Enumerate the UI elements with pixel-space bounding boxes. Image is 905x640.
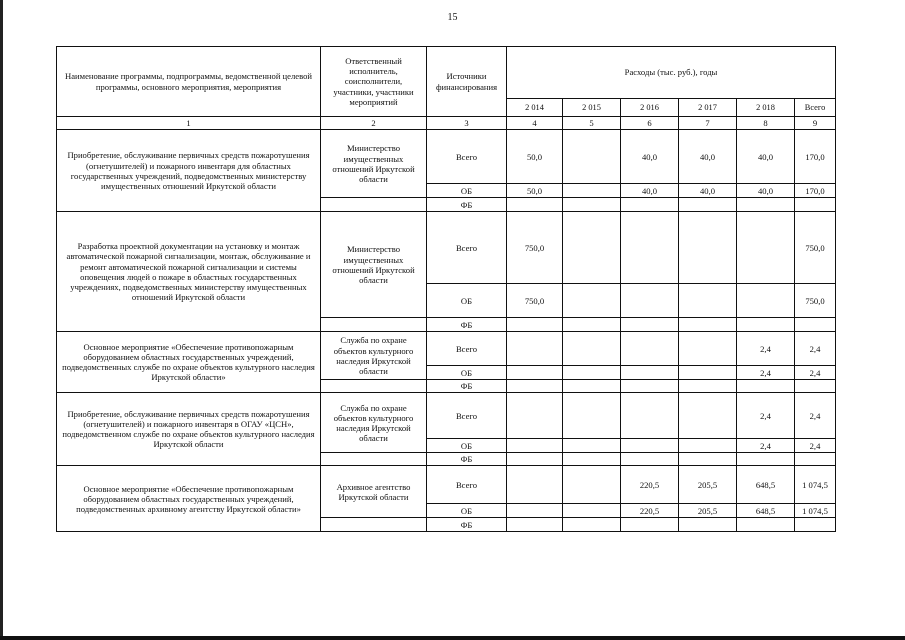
header-total: Всего bbox=[795, 99, 836, 117]
header-source: Источники финансирования bbox=[427, 47, 507, 117]
scan-bottom-edge bbox=[0, 636, 905, 640]
header-year: 2 016 bbox=[621, 99, 679, 117]
year-value bbox=[563, 439, 621, 453]
funding-source: ФБ bbox=[427, 318, 507, 332]
year-value: 40,0 bbox=[679, 130, 737, 184]
table-row bbox=[57, 130, 836, 184]
responsible-empty-cell bbox=[321, 380, 427, 393]
responsible-empty-cell bbox=[321, 453, 427, 466]
year-value: 2,4 bbox=[737, 332, 795, 366]
funding-source: ФБ bbox=[427, 453, 507, 466]
year-value bbox=[621, 453, 679, 466]
year-value bbox=[679, 380, 737, 393]
year-value bbox=[507, 366, 563, 380]
year-value bbox=[679, 439, 737, 453]
header-year: 2 015 bbox=[563, 99, 621, 117]
col-number: 9 bbox=[795, 117, 836, 130]
header-year: 2 018 bbox=[737, 99, 795, 117]
year-value bbox=[679, 393, 737, 439]
funding-source: Всего bbox=[427, 212, 507, 284]
year-value bbox=[507, 393, 563, 439]
responsible-executor: Архивное агентство Иркутской области bbox=[321, 466, 427, 518]
year-value bbox=[679, 366, 737, 380]
col-number: 5 bbox=[563, 117, 621, 130]
year-value bbox=[621, 366, 679, 380]
table-row bbox=[57, 332, 836, 366]
year-value bbox=[679, 198, 737, 212]
col-number: 7 bbox=[679, 117, 737, 130]
total-value bbox=[795, 380, 836, 393]
header-expenses: Расходы (тыс. руб.), годы bbox=[507, 47, 836, 99]
responsible-empty-cell bbox=[321, 318, 427, 332]
year-value bbox=[737, 284, 795, 318]
year-value: 220,5 bbox=[621, 504, 679, 518]
funding-source: ОБ bbox=[427, 284, 507, 318]
year-value bbox=[621, 212, 679, 284]
funding-source: Всего bbox=[427, 130, 507, 184]
funding-source: ФБ bbox=[427, 518, 507, 532]
year-value: 220,5 bbox=[621, 466, 679, 504]
funding-source: ОБ bbox=[427, 184, 507, 198]
funding-source: ОБ bbox=[427, 366, 507, 380]
year-value bbox=[679, 318, 737, 332]
year-value bbox=[563, 284, 621, 318]
activity-name: Приобретение, обслуживание первичных средств пожаротушения (огнетушителей) и пожарного инвентаря для областных государственных учреждений, подведомственных министерству имущественных отношений Иркутской области bbox=[57, 130, 321, 212]
total-value: 750,0 bbox=[795, 212, 836, 284]
year-value bbox=[507, 466, 563, 504]
year-value bbox=[679, 284, 737, 318]
activity-name: Основное мероприятие «Обеспечение противопожарным оборудованием областных государственных учреждений, подведомственных архивному агентству Иркутской области» bbox=[57, 466, 321, 532]
year-value: 648,5 bbox=[737, 466, 795, 504]
activity-name: Основное мероприятие «Обеспечение противопожарным оборудованием областных государственных учреждений, подведомственных службе по охране объектов культурного наследия Иркутской области» bbox=[57, 332, 321, 393]
year-value bbox=[507, 453, 563, 466]
total-value: 2,4 bbox=[795, 439, 836, 453]
col-number: 4 bbox=[507, 117, 563, 130]
year-value: 750,0 bbox=[507, 284, 563, 318]
year-value: 205,5 bbox=[679, 504, 737, 518]
year-value: 2,4 bbox=[737, 393, 795, 439]
page-number: 15 bbox=[447, 12, 458, 23]
responsible-executor: Служба по охране объектов культурного наследия Иркутской области bbox=[321, 393, 427, 453]
total-value bbox=[795, 318, 836, 332]
total-value bbox=[795, 518, 836, 532]
year-value bbox=[737, 198, 795, 212]
table-row bbox=[57, 466, 836, 504]
header-name: Наименование программы, подпрограммы, ведомственной целевой программы, основного мероприятия, мероприятия bbox=[57, 47, 321, 117]
year-value bbox=[679, 518, 737, 532]
total-value: 1 074,5 bbox=[795, 504, 836, 518]
responsible-executor: Министерство имущественных отношений Иркутской области bbox=[321, 212, 427, 318]
table-body bbox=[57, 130, 836, 532]
year-value bbox=[621, 393, 679, 439]
total-value bbox=[795, 453, 836, 466]
year-value bbox=[507, 318, 563, 332]
year-value: 750,0 bbox=[507, 212, 563, 284]
year-value bbox=[737, 318, 795, 332]
activity-name: Разработка проектной документации на установку и монтаж автоматической пожарной сигнализации, монтаж, обслуживание и ремонт автоматической пожарной сигнализации и системы оповещения людей о пожаре в областных государственных учреждениях, подведомственных министерству имущественных отношений Иркутской области bbox=[57, 212, 321, 332]
year-value bbox=[507, 198, 563, 212]
total-value: 2,4 bbox=[795, 393, 836, 439]
funding-source: ОБ bbox=[427, 504, 507, 518]
total-value bbox=[795, 198, 836, 212]
year-value bbox=[507, 518, 563, 532]
responsible-empty-cell bbox=[321, 518, 427, 532]
year-value: 2,4 bbox=[737, 439, 795, 453]
year-value: 40,0 bbox=[621, 184, 679, 198]
year-value: 648,5 bbox=[737, 504, 795, 518]
year-value: 40,0 bbox=[737, 184, 795, 198]
year-value bbox=[563, 318, 621, 332]
year-value bbox=[507, 504, 563, 518]
year-value bbox=[563, 380, 621, 393]
year-value bbox=[507, 332, 563, 366]
year-value bbox=[563, 518, 621, 532]
year-value: 205,5 bbox=[679, 466, 737, 504]
header-year: 2 017 bbox=[679, 99, 737, 117]
year-value bbox=[507, 439, 563, 453]
col-number: 3 bbox=[427, 117, 507, 130]
year-value bbox=[679, 332, 737, 366]
year-value bbox=[621, 198, 679, 212]
year-value bbox=[563, 332, 621, 366]
year-value: 40,0 bbox=[679, 184, 737, 198]
total-value: 170,0 bbox=[795, 130, 836, 184]
funding-source: Всего bbox=[427, 332, 507, 366]
year-value bbox=[563, 212, 621, 284]
col-number: 2 bbox=[321, 117, 427, 130]
scan-left-edge bbox=[0, 0, 3, 640]
year-value bbox=[621, 518, 679, 532]
total-value: 1 074,5 bbox=[795, 466, 836, 504]
year-value bbox=[563, 198, 621, 212]
responsible-executor: Служба по охране объектов культурного наследия Иркутской области bbox=[321, 332, 427, 380]
total-value: 750,0 bbox=[795, 284, 836, 318]
col-number: 6 bbox=[621, 117, 679, 130]
year-value bbox=[621, 380, 679, 393]
total-value: 2,4 bbox=[795, 366, 836, 380]
year-value bbox=[563, 366, 621, 380]
responsible-executor: Министерство имущественных отношений Иркутской области bbox=[321, 130, 427, 198]
year-value: 40,0 bbox=[621, 130, 679, 184]
year-value bbox=[563, 130, 621, 184]
col-number: 8 bbox=[737, 117, 795, 130]
header-year: 2 014 bbox=[507, 99, 563, 117]
funding-source: Всего bbox=[427, 466, 507, 504]
header-responsible: Ответственный исполнитель, соисполнители, участники, участники мероприятий bbox=[321, 47, 427, 117]
year-value bbox=[737, 518, 795, 532]
total-value: 2,4 bbox=[795, 332, 836, 366]
year-value bbox=[563, 393, 621, 439]
funding-source: ФБ bbox=[427, 198, 507, 212]
year-value bbox=[563, 184, 621, 198]
activity-name: Приобретение, обслуживание первичных средств пожаротушения (огнетушителей) и пожарного инвентаря в ОГАУ «ЦСН», подведомственном службе по охране объектов культурного наследия Иркутской области bbox=[57, 393, 321, 466]
year-value bbox=[621, 439, 679, 453]
year-value: 50,0 bbox=[507, 184, 563, 198]
funding-source: ОБ bbox=[427, 439, 507, 453]
year-value: 40,0 bbox=[737, 130, 795, 184]
year-value: 50,0 bbox=[507, 130, 563, 184]
table-row bbox=[57, 212, 836, 284]
year-value bbox=[563, 504, 621, 518]
year-value bbox=[737, 212, 795, 284]
year-value bbox=[563, 453, 621, 466]
year-value bbox=[621, 332, 679, 366]
year-value bbox=[737, 380, 795, 393]
year-value: 2,4 bbox=[737, 366, 795, 380]
year-value bbox=[737, 453, 795, 466]
responsible-empty-cell bbox=[321, 198, 427, 212]
total-value: 170,0 bbox=[795, 184, 836, 198]
funding-source: Всего bbox=[427, 393, 507, 439]
table-row bbox=[57, 393, 836, 439]
budget-table bbox=[56, 46, 836, 532]
year-value bbox=[563, 466, 621, 504]
year-value bbox=[679, 212, 737, 284]
year-value bbox=[621, 284, 679, 318]
col-number: 1 bbox=[57, 117, 321, 130]
year-value bbox=[621, 318, 679, 332]
funding-source: ФБ bbox=[427, 380, 507, 393]
year-value bbox=[507, 380, 563, 393]
year-value bbox=[679, 453, 737, 466]
